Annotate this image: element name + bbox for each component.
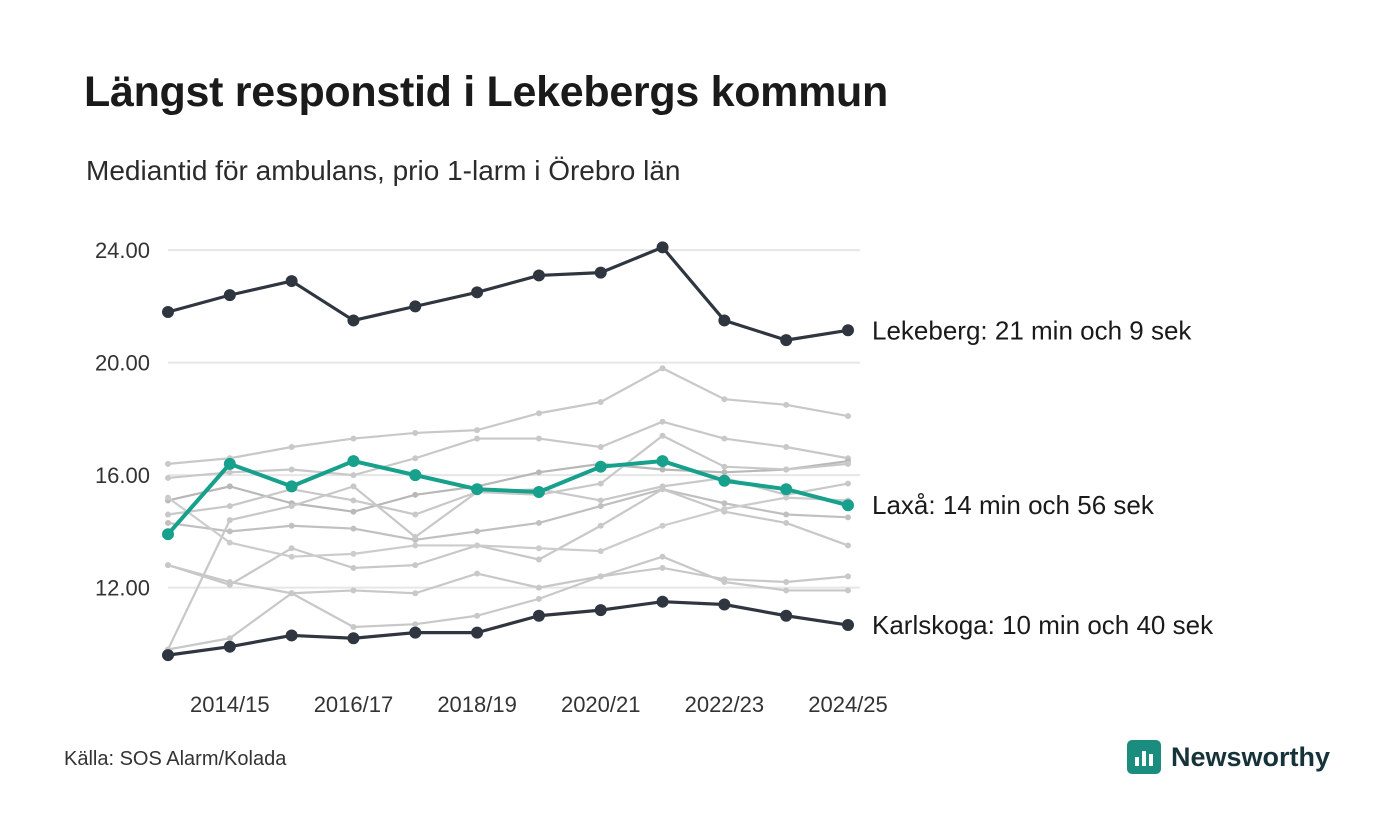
- y-axis-tick-label: 12.00: [94, 575, 150, 601]
- series-point: [471, 286, 483, 298]
- series-point: [165, 475, 171, 481]
- series-point: [227, 579, 233, 585]
- x-axis-tick-label: 2016/17: [313, 692, 394, 717]
- series-point: [412, 455, 418, 461]
- series-point: [162, 649, 174, 661]
- series-point: [660, 523, 666, 529]
- series-point: [536, 596, 542, 602]
- series-point: [780, 483, 792, 495]
- series-point: [595, 267, 607, 279]
- series-point: [165, 562, 171, 568]
- series-point: [657, 241, 669, 253]
- series-point: [536, 436, 542, 442]
- series-point: [783, 402, 789, 408]
- series-point: [289, 523, 295, 529]
- series-end-label: Karlskoga: 10 min och 40 sek: [872, 610, 1214, 641]
- series-point: [474, 427, 480, 433]
- series-point: [660, 565, 666, 571]
- series-point: [412, 621, 418, 627]
- series-point: [780, 334, 792, 346]
- x-axis-tick-label: 2020/21: [560, 692, 641, 717]
- series-line: [168, 436, 848, 650]
- series-point: [474, 571, 480, 577]
- series-point: [227, 503, 233, 509]
- series-point: [412, 512, 418, 518]
- series-point: [350, 472, 356, 478]
- series-point: [409, 627, 421, 639]
- series-point: [409, 469, 421, 481]
- series-point: [780, 610, 792, 622]
- source-note: Källa: SOS Alarm/Kolada: [64, 748, 287, 770]
- series-point: [412, 492, 418, 498]
- series-point: [286, 480, 298, 492]
- series-point: [350, 497, 356, 503]
- y-axis-tick-label: 20.00: [94, 350, 150, 376]
- x-axis-tick-label: 2024/25: [808, 692, 888, 717]
- series-point: [783, 467, 789, 473]
- series-point: [533, 269, 545, 281]
- series-point: [162, 306, 174, 318]
- series-point: [660, 419, 666, 425]
- series-point: [350, 551, 356, 557]
- series-point: [471, 627, 483, 639]
- series-point: [536, 585, 542, 591]
- series-point: [533, 610, 545, 622]
- series-point: [842, 619, 854, 631]
- series-point: [598, 573, 604, 579]
- series-point: [845, 542, 851, 548]
- series-point: [286, 275, 298, 287]
- series-point: [289, 554, 295, 560]
- series-line: [168, 368, 848, 464]
- bar-chart-icon: [1127, 740, 1161, 774]
- series-point: [409, 300, 421, 312]
- series-point: [350, 483, 356, 489]
- series-point: [350, 509, 356, 515]
- series-point: [783, 520, 789, 526]
- series-point: [471, 483, 483, 495]
- series-point: [660, 433, 666, 439]
- series-point: [165, 512, 171, 518]
- brand-name: Newsworthy: [1170, 741, 1330, 772]
- x-axis-tick-label: 2014/15: [190, 692, 270, 717]
- series-point: [227, 469, 233, 475]
- series-point: [595, 604, 607, 616]
- series-point: [657, 455, 669, 467]
- series-point: [598, 444, 604, 450]
- y-axis-tick-label: 16.00: [94, 463, 150, 489]
- x-axis-tick-label: 2018/19: [437, 692, 517, 717]
- series-point: [721, 469, 727, 475]
- series-point: [289, 590, 295, 596]
- series-point: [165, 461, 171, 467]
- series-point: [289, 545, 295, 551]
- series-point: [536, 520, 542, 526]
- series-point: [412, 590, 418, 596]
- series-point: [845, 514, 851, 520]
- series-point: [162, 528, 174, 540]
- y-axis-tick-label: 24.00: [94, 238, 150, 264]
- series-point: [474, 613, 480, 619]
- series-point: [721, 396, 727, 402]
- series-point: [783, 495, 789, 501]
- series-point: [347, 455, 359, 467]
- series-point: [412, 542, 418, 548]
- series-point: [350, 565, 356, 571]
- series-point: [350, 526, 356, 532]
- series-point: [842, 499, 854, 511]
- series-point: [660, 486, 666, 492]
- series-point: [347, 314, 359, 326]
- series-point: [783, 579, 789, 585]
- x-axis-tick-label: 2022/23: [684, 692, 765, 717]
- series-point: [350, 624, 356, 630]
- series-point: [598, 548, 604, 554]
- series-point: [598, 497, 604, 503]
- series-point: [350, 587, 356, 593]
- series-point: [289, 467, 295, 473]
- series-point: [536, 557, 542, 563]
- newsworthy-logo: [1127, 740, 1330, 774]
- series-point: [660, 365, 666, 371]
- series-point: [289, 444, 295, 450]
- series-point: [660, 467, 666, 473]
- series-point: [845, 461, 851, 467]
- series-point: [224, 458, 236, 470]
- series-point: [721, 506, 727, 512]
- series-point: [657, 596, 669, 608]
- series-point: [350, 436, 356, 442]
- series-point: [412, 534, 418, 540]
- series-point: [721, 464, 727, 470]
- series-point: [536, 545, 542, 551]
- series-point: [289, 503, 295, 509]
- series-point: [227, 517, 233, 523]
- series-line: [168, 557, 848, 650]
- series-point: [227, 635, 233, 641]
- series-point: [595, 461, 607, 473]
- series-point: [598, 503, 604, 509]
- series-point: [286, 629, 298, 641]
- series-point: [598, 481, 604, 487]
- series-point: [721, 579, 727, 585]
- series-point: [783, 444, 789, 450]
- series-point: [227, 483, 233, 489]
- series-end-label: Lekeberg: 21 min och 9 sek: [872, 315, 1192, 346]
- series-point: [224, 289, 236, 301]
- series-point: [412, 430, 418, 436]
- series-point: [165, 495, 171, 501]
- series-line: [168, 565, 848, 593]
- series-point: [474, 542, 480, 548]
- series-end-label: Laxå: 14 min och 56 sek: [872, 490, 1154, 521]
- series-point: [718, 314, 730, 326]
- series-point: [598, 399, 604, 405]
- series-line: [168, 247, 848, 340]
- series-point: [227, 528, 233, 534]
- series-point: [783, 512, 789, 518]
- series-point: [536, 410, 542, 416]
- series-line: [168, 489, 848, 585]
- series-point: [536, 469, 542, 475]
- series-line: [168, 422, 848, 478]
- series-point: [845, 587, 851, 593]
- page-title: Längst responstid i Lekebergs kommun: [84, 68, 888, 116]
- series-point: [660, 554, 666, 560]
- series-point: [845, 573, 851, 579]
- series-point: [474, 528, 480, 534]
- series-point: [165, 520, 171, 526]
- series-point: [783, 587, 789, 593]
- series-point: [347, 632, 359, 644]
- series-point: [598, 523, 604, 529]
- series-point: [721, 436, 727, 442]
- series-point: [718, 475, 730, 487]
- series-point: [718, 599, 730, 611]
- series-point: [474, 436, 480, 442]
- chart-subtitle: Mediantid för ambulans, prio 1-larm i Örebro län: [86, 155, 681, 186]
- series-point: [721, 500, 727, 506]
- series-point: [224, 641, 236, 653]
- series-point: [412, 562, 418, 568]
- series-point: [842, 324, 854, 336]
- series-point: [845, 481, 851, 487]
- series-point: [845, 413, 851, 419]
- series-point: [533, 486, 545, 498]
- series-point: [227, 540, 233, 546]
